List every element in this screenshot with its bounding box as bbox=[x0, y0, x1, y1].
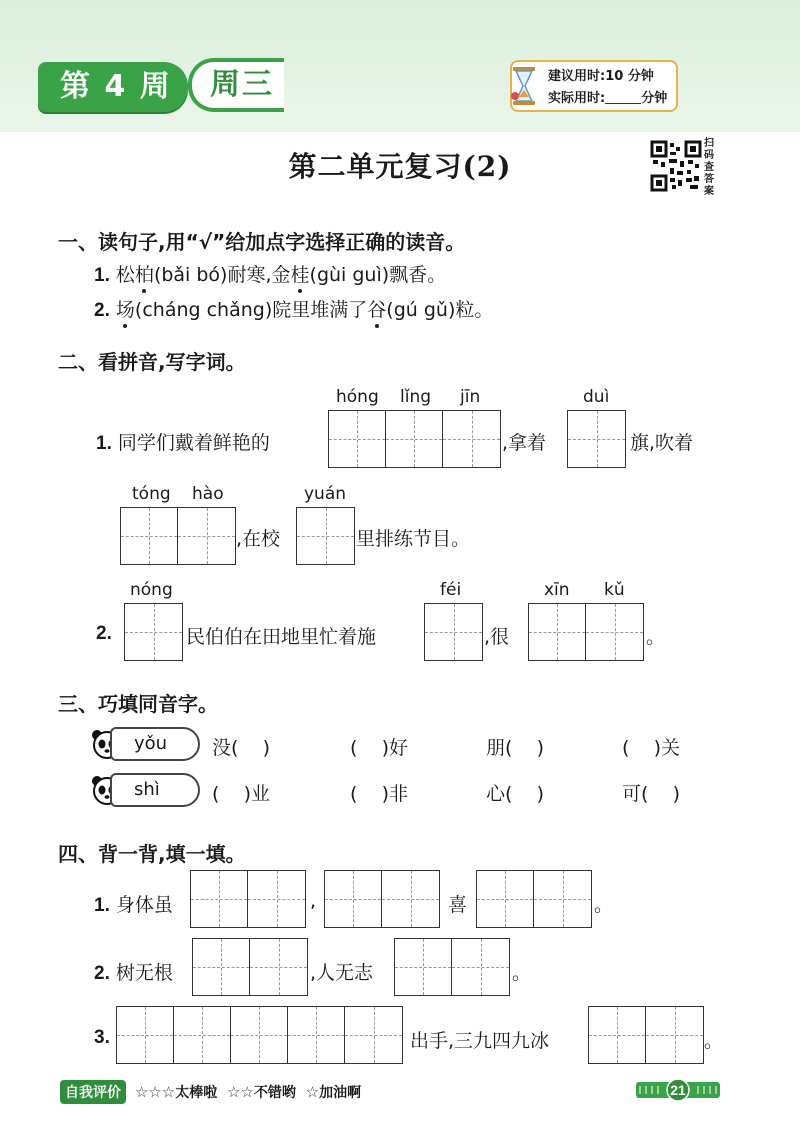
s4-text: ,人无志 bbox=[310, 962, 374, 984]
pinyin: nóng bbox=[130, 580, 173, 600]
writing-grid[interactable] bbox=[116, 1006, 403, 1064]
s2-q2-num: 2. bbox=[96, 623, 112, 644]
pinyin: hóng bbox=[336, 387, 379, 407]
eval-tag: 自我评价 bbox=[60, 1080, 126, 1104]
s2-q1-text: ,拿着 bbox=[502, 432, 547, 454]
star-icon[interactable]: ☆ bbox=[161, 1083, 176, 1101]
pinyin: kǔ bbox=[604, 580, 625, 600]
writing-grid[interactable] bbox=[528, 603, 644, 661]
writing-grid[interactable] bbox=[394, 938, 510, 996]
s2-q2-text: ,很 bbox=[484, 626, 510, 648]
section3-heading: 三、巧填同音字。 bbox=[58, 692, 218, 716]
day-tab: 周三 bbox=[188, 58, 284, 112]
homophone-blank[interactable]: ( )好 bbox=[350, 737, 408, 759]
qr-label: 扫码查答案 bbox=[704, 138, 714, 197]
writing-grid[interactable] bbox=[124, 603, 183, 661]
s2-q1-text: 里排练节目。 bbox=[356, 528, 471, 550]
homophone-blank[interactable]: ( )非 bbox=[350, 783, 408, 805]
section4-heading: 四、背一背,填一填。 bbox=[58, 842, 246, 866]
qr-code-icon[interactable] bbox=[650, 140, 702, 192]
pinyin-pill: shì bbox=[110, 773, 200, 807]
writing-grid[interactable] bbox=[192, 938, 308, 996]
s4-text: 。 bbox=[594, 894, 614, 916]
page-number-badge bbox=[636, 1078, 720, 1102]
s4-text: 。 bbox=[512, 962, 532, 984]
page-number: 21 bbox=[670, 1082, 686, 1098]
pinyin: féi bbox=[440, 580, 462, 600]
writing-grid[interactable] bbox=[120, 507, 236, 565]
star-icon[interactable]: ☆ bbox=[148, 1083, 162, 1101]
dotted-char: 柏 bbox=[134, 264, 154, 286]
writing-grid[interactable] bbox=[567, 410, 626, 468]
star-icon[interactable]: ☆ bbox=[226, 1083, 241, 1101]
s4-line-1: 1. 身体虽 bbox=[94, 894, 173, 916]
writing-grid[interactable] bbox=[296, 507, 355, 565]
dotted-char: 桂 bbox=[290, 264, 310, 286]
pinyin: xīn bbox=[544, 580, 570, 600]
s1-line-1: 1. 松柏(bǎi bó)耐寒,金桂(gùi guì)飘香。 bbox=[94, 264, 447, 286]
pinyin: hào bbox=[192, 484, 224, 504]
self-evaluation: 自我评价 ☆☆☆太棒啦 ☆☆不错哟 ☆加油啊 bbox=[60, 1080, 361, 1104]
pinyin: tóng bbox=[132, 484, 171, 504]
s2-q1-text: ,在校 bbox=[236, 528, 281, 550]
pinyin: jīn bbox=[460, 387, 481, 407]
homophone-blank[interactable]: ( )关 bbox=[622, 737, 680, 759]
writing-grid[interactable] bbox=[328, 410, 501, 468]
s4-line-2: 2. 树无根 bbox=[94, 962, 173, 984]
s4-text: 。 bbox=[704, 1030, 724, 1052]
pinyin: lǐng bbox=[400, 387, 432, 407]
actual-time-blank[interactable] bbox=[605, 90, 641, 104]
actual-time: 实际用时: 分钟 bbox=[548, 91, 668, 106]
s4-text: , bbox=[310, 890, 317, 912]
star-icon[interactable]: ☆ bbox=[305, 1083, 320, 1101]
s4-text: 喜 bbox=[448, 894, 468, 916]
star-icon[interactable]: ☆ bbox=[240, 1083, 254, 1101]
writing-grid[interactable] bbox=[424, 603, 483, 661]
writing-grid[interactable] bbox=[476, 870, 592, 928]
writing-grid[interactable] bbox=[324, 870, 440, 928]
writing-grid[interactable] bbox=[588, 1006, 704, 1064]
page-title: 第二单元复习(2) bbox=[288, 150, 512, 183]
s2-q1-text: 1. 同学们戴着鲜艳的 bbox=[96, 432, 270, 454]
pinyin-pill: yǒu bbox=[110, 727, 200, 761]
pinyin: yuán bbox=[304, 484, 347, 504]
s4-text: 出手,三九四九冰 bbox=[410, 1030, 550, 1052]
section1-heading: 一、读句子,用“√”给加点字选择正确的读音。 bbox=[58, 230, 466, 254]
star-icon[interactable]: ☆ bbox=[134, 1083, 149, 1101]
pinyin: duì bbox=[583, 387, 610, 407]
s2-q2-text: 民伯伯在田地里忙着施 bbox=[186, 626, 377, 648]
homophone-blank[interactable]: 朋( ) bbox=[486, 737, 544, 759]
homophone-blank[interactable]: 心( ) bbox=[486, 783, 544, 805]
homophone-blank[interactable]: 可( ) bbox=[622, 783, 680, 805]
week-tab: 第 4 周 bbox=[38, 62, 188, 112]
homophone-blank[interactable]: 没( ) bbox=[212, 737, 270, 759]
s4-line-3: 3. bbox=[94, 1027, 110, 1048]
s1-line-2: 2. 场(cháng chǎng)院里堆满了谷(gú gǔ)粒。 bbox=[94, 299, 494, 321]
homophone-blank[interactable]: ( )业 bbox=[212, 783, 270, 805]
writing-grid[interactable] bbox=[190, 870, 306, 928]
s2-q1-text: 旗,吹着 bbox=[630, 432, 694, 454]
dotted-char: 谷 bbox=[367, 299, 387, 321]
hourglass-icon bbox=[510, 66, 538, 106]
suggested-time: 建议用时:10 分钟 bbox=[548, 69, 654, 84]
s2-q2-text: 。 bbox=[646, 626, 666, 648]
section2-heading: 二、看拼音,写字词。 bbox=[58, 350, 246, 374]
dotted-char: 场 bbox=[115, 299, 135, 321]
